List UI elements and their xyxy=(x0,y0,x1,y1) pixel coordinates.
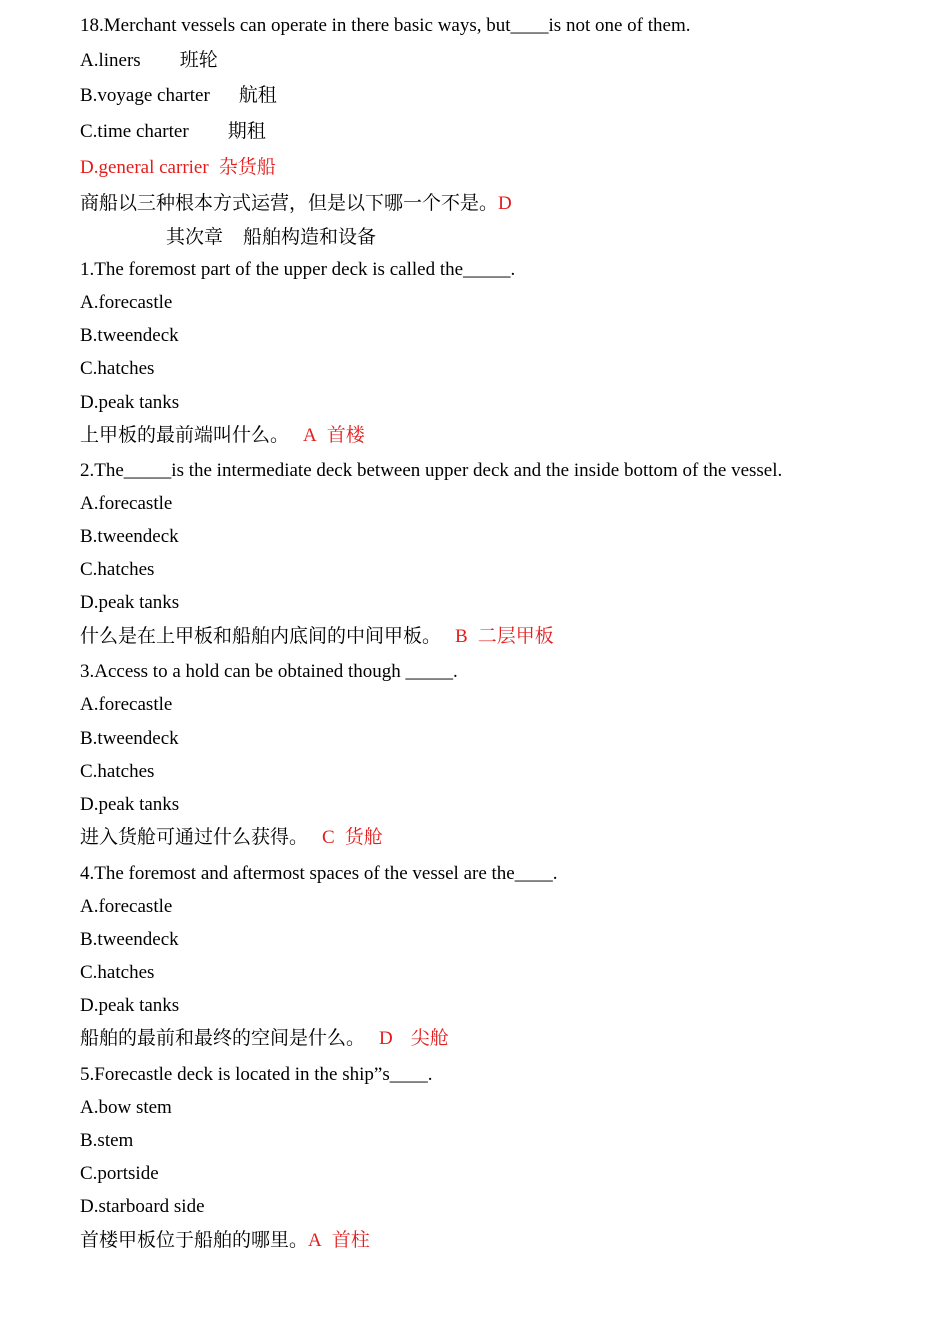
chapter-subtitle: 船舶构造和设备 xyxy=(243,227,377,248)
q1-option-a: A.forecastle xyxy=(80,292,173,313)
q1-translation-text: 上甲板的最前端叫什么。 xyxy=(80,425,290,446)
q2-translation xyxy=(80,625,554,649)
chapter-heading xyxy=(166,226,376,250)
q18-option-b-cn: 航租 xyxy=(238,85,277,106)
q1-option-b: B.tweendeck xyxy=(80,325,179,346)
chapter-title: 其次章 xyxy=(166,227,224,248)
q5-option-d: D.starboard side xyxy=(80,1196,205,1217)
q2-answer-cn: 二层甲板 xyxy=(477,626,554,647)
q18-option-c-cn: 期租 xyxy=(227,121,266,142)
q5-option-c: C.portside xyxy=(80,1163,159,1184)
q3-question: 3.Access to a hold can be obtained though _____. xyxy=(80,661,458,682)
q18-option-d-en: D.general carrier xyxy=(80,157,209,178)
q3-translation xyxy=(80,826,383,850)
q3-option-d: D.peak tanks xyxy=(80,794,180,815)
q18-question: 18.Merchant vessels can operate in there basic ways, but____is not one of them. xyxy=(80,15,691,36)
q18-option-b-en: B.voyage charter xyxy=(80,85,210,106)
q3-answer: C xyxy=(322,827,335,848)
q2-option-b: B.tweendeck xyxy=(80,526,179,547)
q1-translation xyxy=(80,424,365,448)
q4-answer: D xyxy=(379,1028,393,1049)
q2-question: 2.The_____is the intermediate deck between upper deck and the inside bottom of the vessel. xyxy=(80,460,783,481)
q4-answer-cn: 尖舱 xyxy=(410,1028,449,1049)
q1-option-d: D.peak tanks xyxy=(80,392,180,413)
q5-question: 5.Forecastle deck is located in the ship”s____. xyxy=(80,1064,433,1085)
q5-option-a: A.bow stem xyxy=(80,1097,172,1118)
q5-translation-text: 首楼甲板位于船舶的哪里。 xyxy=(80,1230,309,1251)
q18-option-d-cn: 杂货船 xyxy=(218,157,276,178)
q2-answer: B xyxy=(455,626,468,647)
q1-option-c: C.hatches xyxy=(80,358,155,379)
q1-question: 1.The foremost part of the upper deck is called the_____. xyxy=(80,259,516,280)
q2-translation-text: 什么是在上甲板和船舶内底间的中间甲板。 xyxy=(80,626,442,647)
q1-answer-cn: 首楼 xyxy=(326,425,365,446)
q5-answer: A xyxy=(308,1230,322,1251)
q4-option-c: C.hatches xyxy=(80,962,155,983)
q2-option-d: D.peak tanks xyxy=(80,592,180,613)
q4-option-b: B.tweendeck xyxy=(80,929,179,950)
q3-translation-text: 进入货舱可通过什么获得。 xyxy=(80,827,309,848)
q5-answer-cn: 首柱 xyxy=(331,1230,370,1251)
q18-option-c xyxy=(80,120,266,144)
q18-option-a-cn: 班轮 xyxy=(179,50,218,71)
q5-translation xyxy=(80,1229,370,1253)
q18-option-a-en: A.liners xyxy=(80,50,141,71)
q1-answer: A xyxy=(303,425,317,446)
q18-option-a xyxy=(80,49,218,73)
q18-option-b xyxy=(80,84,277,108)
q2-option-a: A.forecastle xyxy=(80,493,173,514)
q4-option-a: A.forecastle xyxy=(80,896,173,917)
q4-option-d: D.peak tanks xyxy=(80,995,180,1016)
q2-option-c: C.hatches xyxy=(80,559,155,580)
q4-translation xyxy=(80,1027,449,1051)
q3-option-c: C.hatches xyxy=(80,761,155,782)
q18-option-c-en: C.time charter xyxy=(80,121,189,142)
q18-answer: D xyxy=(498,193,512,214)
q18-translation xyxy=(80,192,512,216)
q3-answer-cn: 货舱 xyxy=(344,827,383,848)
q18-option-d xyxy=(80,156,276,180)
q5-option-b: B.stem xyxy=(80,1130,134,1151)
q3-option-a: A.forecastle xyxy=(80,694,173,715)
q3-option-b: B.tweendeck xyxy=(80,728,179,749)
q18-translation-text: 商船以三种根本方式运营，但是以下哪一个不是。 xyxy=(80,193,499,214)
q4-question: 4.The foremost and aftermost spaces of the vessel are the____. xyxy=(80,863,558,884)
q4-translation-text: 船舶的最前和最终的空间是什么。 xyxy=(80,1028,366,1049)
